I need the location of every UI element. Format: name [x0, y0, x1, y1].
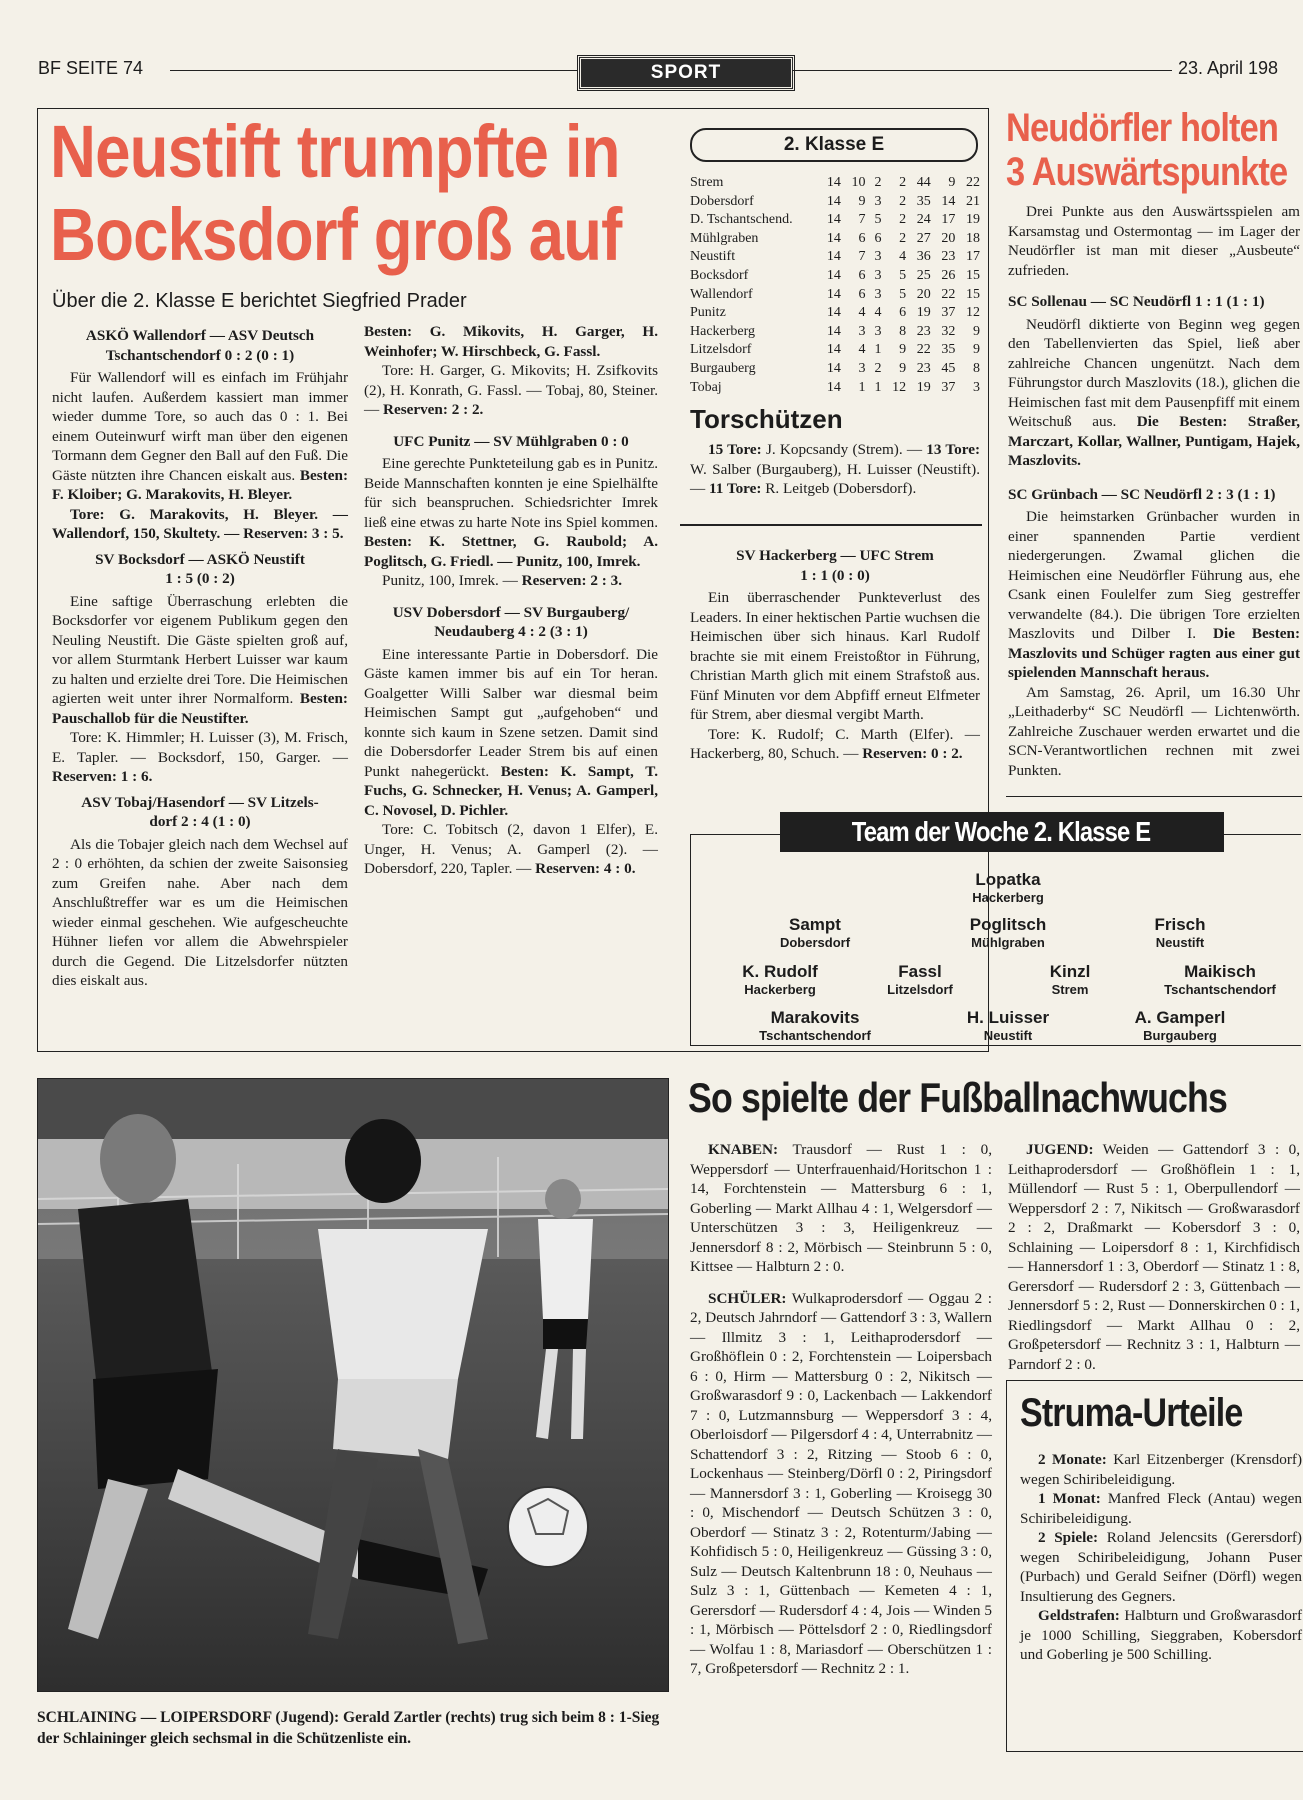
- standings-value: 19: [916, 305, 931, 321]
- team-player-club: Tschantschendorf: [759, 1028, 871, 1043]
- standings-value: 14: [826, 360, 841, 376]
- standings-value: 8: [973, 360, 980, 376]
- scorers-rule: [680, 524, 982, 526]
- photo-caption-text: SCHLAINING — LOIPERSDORF (Jugend): Gerald Zartler (rechts) trug sich beim 8 : 1-Sieg der Schlaininger gleich sechsmal in die Schützenliste ein.: [37, 1709, 660, 1747]
- youth-headline: So spielte der Fußballnachwuchs: [688, 1074, 1228, 1121]
- header-rule-left: [170, 70, 578, 71]
- team-player-name: Frisch: [1154, 915, 1206, 934]
- standings-value: 45: [941, 360, 956, 376]
- youth-column-1: [690, 1140, 992, 1679]
- standings-title-box: [690, 128, 978, 162]
- standings-value: 9: [899, 342, 907, 358]
- byline: Über die 2. Klasse E berichtet Siegfried Prader: [52, 290, 467, 312]
- page-folio: BF SEITE 74: [38, 58, 144, 78]
- scorers-text: [690, 440, 980, 499]
- standings-row: [690, 193, 980, 212]
- struma-list: [1020, 1450, 1302, 1665]
- team-player-name: A. Gamperl: [1134, 1008, 1226, 1027]
- standings-value: 23: [916, 323, 931, 339]
- standings-value: 4: [858, 342, 866, 358]
- game-goals: Tore: K. Rudolf; C. Marth (Elfer). — Hackerberg, 80, Schuch. — Reserven: 0 : 2.: [690, 725, 980, 762]
- standings-value: 25: [916, 267, 931, 283]
- article-column-3: [690, 540, 980, 764]
- neudoerfl-rule: [1006, 796, 1302, 797]
- standings-value: 14: [826, 230, 841, 246]
- game-report: Für Wallendorf will es einfach im Frühjahr nicht laufen. Außerdem kassiert man immer wieder dumme Tore, so auch das 0 : 1. Bei einem Outeinwurf wirft man über den eigenen Tormann dem Gegner den Ball auf den Fuß. Die Gäste nützten ihre Chancen eiskalt aus. Besten: F. Kloiber; G. Marakovits, H. Bleyer.: [52, 369, 349, 503]
- struma-item: 1 Monat: Manfred Fleck (Antau) wegen Schiribeleidigung.: [1020, 1490, 1303, 1527]
- struma-item: 2 Spiele: Roland Jelencsits (Gerersdorf) wegen Schiribeleidigung, Johann Puser (Purbach) und Gerald Seifner (Dörfl) wegen Insultierung des Gegners.: [1020, 1529, 1302, 1605]
- standings-value: 14: [826, 267, 841, 283]
- standings-value: 4: [874, 305, 882, 321]
- team-player-club: Neustift: [1155, 935, 1205, 950]
- standings-value: 14: [826, 175, 841, 190]
- youth-knaben: KNABEN: Trausdorf — Rust 1 : 0, Weppersdorf — Unterfrauenhaid/Horitschon 1 : 14, Forchtenstein — Mattersburg 6 : 1, Goberling — Markt Allhau 4 : 1, Welgersdorf — Unterschützen 3 : 3, Heiligenkreuz — Jennersdorf 8 : 2, Mörbisch — Steinbrunn 5 : 0, Kittsee — Halbturn 2 : 0.: [690, 1141, 992, 1275]
- standings-table: [690, 174, 980, 397]
- team-player-club: Hackerberg: [744, 982, 816, 997]
- article-column-2: [364, 322, 658, 879]
- standings-row: [690, 230, 980, 249]
- team-player-name: Maikisch: [1184, 962, 1256, 981]
- game-title: UFC Punitz — SV Mühlgraben 0 : 0: [393, 432, 629, 450]
- standings-row: [690, 304, 980, 323]
- standings-team: Neustift: [690, 249, 736, 265]
- team-player: [1154, 915, 1205, 951]
- standings-team: Tobaj: [690, 379, 722, 395]
- standings-value: 12: [892, 379, 907, 395]
- game-title: SV Bocksdorf — ASKÖ Neustift 1 : 5 (0 : 2): [95, 550, 305, 587]
- standings-value: 14: [826, 305, 841, 321]
- standings-value: 3: [874, 249, 882, 265]
- standings-value: 27: [916, 230, 931, 246]
- standings-value: 1: [874, 342, 882, 358]
- game-report: Als die Tobajer gleich nach dem Wechsel auf 2 : 0 erhöhten, da schien der zweite Saisonsieg zum Greifen nahe. Aber nach dem Anschlußtreffer war es um die Heimischen wieder einmal geschehen. Wie aufgescheuchte Hühner liefen vor allem die Abwehrspieler durch die Gegend. Die Litzelsdorfer nützten dies eiskalt aus.: [52, 835, 348, 989]
- team-player: [972, 870, 1044, 906]
- standings-value: 32: [941, 323, 956, 339]
- standings-row: [690, 267, 980, 286]
- standings-value: 3: [858, 360, 866, 376]
- standings-value: 5: [899, 286, 907, 302]
- game-title: ASKÖ Wallendorf — ASV Deutsch Tschantschendorf 0 : 2 (0 : 1): [85, 327, 315, 364]
- standings-value: 14: [826, 379, 841, 395]
- team-player: [742, 962, 818, 998]
- standings-value: 14: [826, 323, 841, 339]
- standings-value: 1: [874, 379, 882, 395]
- team-player-club: Neustift: [983, 1028, 1033, 1043]
- team-player: [780, 915, 850, 951]
- standings-value: 23: [941, 249, 956, 265]
- standings-team: D. Tschantschend.: [690, 212, 793, 228]
- youth-jugend: JUGEND: Weiden — Gattendorf 3 : 0, Leithaprodersdorf — Großhöflein 1 : 1, Müllendorf — Rust 5 : 1, Oberpullendorf — Weppersdorf 2 : 7, Nikitsch — Großwarasdorf 2 : 2, Draßmarkt — Kobersdorf 3 : 0, Schlaining — Loipersdorf 8 : 1, Kirchfidisch — Hannersdorf 1 : 3, Oberdorf — Stinatz 1 : 8, Gerersdorf — Rudersdorf 2 : 3, Güttenbach — Jennersdorf 5 : 2, Rust — Donnerskirchen 0 : 1, Riedlingsdorf — Markt Allhau 0 : 2, Großpetersdorf — Rechnitz 3 : 1, Halbturn — Parndorf 2 : 0.: [1008, 1141, 1300, 1373]
- standings-value: 2: [899, 175, 907, 190]
- standings-value: 7: [858, 212, 866, 228]
- standings-value: 6: [858, 286, 866, 302]
- neudoerfl-intro: Drei Punkte aus den Auswärtsspielen am Karsamstag und Ostermontag — im Lager der Neudörfler ist man mit dieser „Ausbeute“ zufrieden.: [1008, 203, 1300, 279]
- standings-value: 9: [899, 360, 907, 376]
- standings-value: 5: [874, 212, 882, 228]
- game-title: USV Dobersdorf — SV Burgauberg/ Neudauberg 4 : 2 (3 : 1): [392, 603, 630, 640]
- scorers-title: Torschützen: [690, 404, 843, 434]
- standings-value: 21: [966, 193, 980, 209]
- game-goals: Tore: K. Himmler; H. Luisser (3), M. Frisch, E. Tapler. — Bocksdorf, 150, Garger. — Reserven: 1 : 6.: [52, 729, 348, 785]
- team-player-name: Kinzl: [1049, 962, 1091, 981]
- team-of-week-title-box: [780, 812, 1224, 852]
- standings-team: Wallendorf: [690, 286, 753, 302]
- standings-team: Hackerberg: [690, 323, 756, 339]
- team-of-week-title: Team der Woche 2. Klasse E: [851, 816, 1151, 847]
- standings-row: [690, 323, 980, 342]
- game-goals: Tore: G. Marakovits, H. Bleyer. — Wallendorf, 150, Skultety. — Reserven: 3 : 5.: [52, 505, 348, 542]
- team-player-name: Marakovits: [770, 1008, 860, 1027]
- standings-value: 12: [966, 305, 980, 321]
- standings-row: [690, 248, 980, 267]
- standings-value: 37: [941, 379, 956, 395]
- standings-value: 14: [826, 212, 841, 228]
- standings-value: 14: [826, 342, 841, 358]
- team-player-club: Mühlgraben: [971, 935, 1045, 950]
- standings-value: 4: [858, 305, 866, 321]
- standings-value: 17: [941, 212, 956, 228]
- team-player-club: Hackerberg: [972, 890, 1044, 905]
- standings-value: 22: [916, 342, 931, 358]
- youth-schueler: SCHÜLER: Wulkaprodersdorf — Oggau 2 : 2, Deutsch Jahrndorf — Gattendorf 3 : 3, Wallern — Illmitz 3 : 1, Leithaprodersdorf — Großhöflein 0 : 2, Forchtenstein — Loipersbach 6 : 0, Hirm — Mattersburg 0 : 2, Nikitsch — Großwarasdorf 9 : 0, Lackenbach — Lakkendorf 7 : 0, Lutzmannsburg — Weppersdorf 3 : 4, Oberloisdorf — Pilgersdorf 4 : 4, Unterrabnitz — Schattendorf 3 : 2, Ritzing — Stoob 6 : 0, Lockenhaus — Steinberg/Dörfl 0 : 2, Piringsdorf — Mannersdorf 3 : 1, Goberling — Kroisegg 30 : 0, Mischendorf — Deutsch Schützen 3 : 0, Oberdorf — Stinatz 3 : 2, Rotenturm/Jabing — Kohfidisch 5 : 0, Heiligenkreuz — Güssing 3 : 0, Sulz — Deutsch Kaltenbrunn 18 : 0, Neuhaus — Sulz 3 : 1, Güttenbach — Kemeten 4 : 1, Gerersdorf — Rudersdorf 4 : 4, Jois — Winden 5 : 1, Mörbisch — Pöttelsdorf 2 : 0, Riedlingsdorf — Wolfau 1 : 8, Mariasdorf — Oberschützen 1 : 7, Großpetersdorf — Rechnitz 2 : 1.: [690, 1289, 992, 1677]
- standings-value: 23: [916, 360, 931, 376]
- standings-value: 24: [916, 212, 931, 228]
- game-report: Die heimstarken Grünbacher wurden in einer spannenden Partie verdient niedergerungen. Zwamal glichen die Heimischen eine Neudörfler Führung aus, ehe Csank einen Foulelfer zum Sieg gestreffer verwandelte (84.). Die übrigen Tore erzielten Maszlovits und Dilber I. Die Besten: Maszlovits und Schüger ragten aus einer gut spielenden Mannschaft heraus.: [1008, 508, 1301, 681]
- neudoerfl-headline-line2: 3 Auswärtspunkte: [1006, 150, 1288, 194]
- standings-row: [690, 286, 980, 305]
- standings-value: 2: [899, 193, 907, 209]
- standings-value: 14: [826, 286, 841, 302]
- team-player-name: K. Rudolf: [742, 962, 818, 981]
- team-player: [1164, 962, 1276, 998]
- standings-value: 6: [874, 230, 882, 246]
- standings-value: 15: [966, 267, 980, 283]
- standings-value: 35: [941, 342, 956, 358]
- standings-value: 18: [966, 230, 980, 246]
- scorers-list: 15 Tore: J. Kopcsandy (Strem). — 13 Tore: W. Salber (Burgauberg), H. Luisser (Neustift). — 11 Tore: R. Leitgeb (Dobersdorf).: [690, 441, 981, 497]
- standings-value: 9: [948, 175, 956, 190]
- standings-value: 6: [858, 267, 866, 283]
- match-photo-image: [38, 1079, 668, 1691]
- standings-value: 19: [966, 212, 980, 228]
- standings-team: Bocksdorf: [690, 267, 749, 283]
- team-player: [967, 1008, 1049, 1044]
- team-player-club: Litzelsdorf: [887, 982, 953, 997]
- game-report: Ein überraschender Punkteverlust des Leaders. In einer hektischen Partie wuchsen die Heimischen über sich hinaus. Karl Rudolf brachte sie mit einem Freistoßtor in Führung, Christian Marth glich mit einem Strafstoß aus. Fünf Minuten vor dem Abpfiff erneut Elfmeter für Strem, aber diesmal vergibt Marth.: [690, 589, 980, 723]
- standings-team: Burgauberg: [690, 360, 756, 376]
- standings-row: [690, 360, 980, 379]
- standings-value: 3: [874, 286, 882, 302]
- standings-value: 8: [899, 323, 907, 339]
- neudoerfl-column: [1008, 202, 1300, 780]
- standings-row: [690, 379, 980, 398]
- struma-item: Geldstrafen: Halbturn und Großwarasdorf je 1000 Schilling, Sieggraben, Kobersdorf und Goberling je 500 Schilling.: [1020, 1607, 1303, 1663]
- team-player: [1135, 1008, 1226, 1044]
- team-player-name: Lopatka: [975, 870, 1041, 889]
- standings-value: 36: [916, 249, 931, 265]
- standings-value: 3: [874, 267, 882, 283]
- team-player: [1050, 962, 1091, 998]
- team-player-club: Burgauberg: [1143, 1028, 1217, 1043]
- standings-value: 22: [941, 286, 956, 302]
- standings-value: 2: [899, 212, 907, 228]
- standings-value: 9: [973, 342, 980, 358]
- standings-value: 19: [916, 379, 931, 395]
- header-rule-right: [792, 70, 1172, 71]
- game-report: Eine gerechte Punkteteilung gab es in Punitz. Beide Mannschaften konnten je eine Spielhälfte für sich beanspruchen. Schiedsrichter Imrek ließ eine etwas zu harte Note ins Spiel kommen. Besten: K. Stettner, G. Raubold; A. Poglitsch, G. Friedl. — Punitz, 100, Imrek.: [364, 455, 658, 570]
- team-player-club: Dobersdorf: [779, 935, 851, 950]
- game-title: SC Grünbach — SC Neudörfl 2 : 3 (1 : 1): [1008, 485, 1276, 503]
- standings-team: Punitz: [690, 305, 726, 321]
- standings-value: 20: [916, 286, 931, 302]
- standings-value: 2: [899, 230, 907, 246]
- standings-team: Strem: [690, 175, 724, 190]
- standings-value: 2: [874, 175, 882, 190]
- standings-value: 6: [858, 230, 866, 246]
- main-headline-line2: Bocksdorf groß auf: [50, 193, 622, 276]
- standings-value: 14: [826, 249, 841, 265]
- standings-value: 2: [874, 360, 882, 376]
- game-goals: Tore: C. Tobitsch (2, davon 1 Elfer), E. Unger, H. Venus; A. Gamperl (2). — Dobersdorf, 220, Tapler. — Reserven: 4 : 0.: [364, 821, 658, 877]
- standings-title: 2. Klasse E: [783, 134, 885, 155]
- main-headline-line1: Neustift trumpfte in: [50, 110, 620, 193]
- standings-row: [690, 211, 980, 230]
- standings-value: 14: [941, 193, 956, 209]
- game-report: Neudörfl diktierte von Beginn weg gegen den Tabellenvierten das Spiel, ließ aber zahlreiche Chancen ungenützt. Nach dem Führungstor durch Maszlovits (18.), glichen die Heimischen fast mit dem Pausenpfiff mit einem Weitschuß aus. Die Besten: Straßer, Marczart, Kollar, Wallner, Puntigam, Hajek, Maszlovits.: [1008, 315, 1300, 469]
- standings-value: 3: [973, 379, 980, 395]
- standings-value: 10: [851, 175, 866, 190]
- section-label: SPORT: [650, 62, 722, 83]
- article-column-1: [52, 322, 348, 991]
- standings-value: 26: [941, 267, 956, 283]
- struma-item: 2 Monate: Karl Eitzenberger (Krensdorf) wegen Schiribeleidigung.: [1020, 1451, 1303, 1488]
- match-photo: [37, 1078, 669, 1692]
- standings-team: Dobersdorf: [690, 193, 754, 209]
- game-goals: Tore: H. Garger, G. Mikovits; H. Zsifkovits (2), H. Konrath, G. Fassl. — Tobaj, 80, Steiner. — Reserven: 2 : 2.: [364, 362, 658, 418]
- page-date: 23. April 198: [1178, 58, 1279, 78]
- game-report: Eine saftige Überraschung erlebten die Bocksdorfer vor eigenem Publikum gegen den Neuling Neustift. Die Gäste spielten groß auf, vor allem Sturmtank Herbert Luisser war kaum zu halten und erzielte drei Tore. Die Heimischen agierten weit unter ihrer Normalform. Besten: Pauschallob für die Neustifter.: [52, 592, 348, 727]
- section-label-box: [578, 56, 794, 90]
- standings-value: 3: [858, 323, 866, 339]
- standings-value: 17: [966, 249, 980, 265]
- struma-headline: Struma-Urteile: [1020, 1391, 1243, 1435]
- game-report-cont: Besten: G. Mikovits, H. Garger, H. Weinhofer; W. Hirschbeck, G. Fassl.: [364, 323, 658, 360]
- standings-team: Litzelsdorf: [690, 342, 752, 358]
- standings-value: 35: [916, 193, 931, 209]
- team-player-club: Strem: [1051, 982, 1089, 997]
- standings-value: 6: [899, 305, 907, 321]
- standings-team: Mühlgraben: [690, 230, 759, 246]
- team-player-name: Sampt: [789, 915, 841, 934]
- standings-value: 1: [858, 379, 866, 395]
- team-player-name: Fassl: [898, 962, 942, 981]
- standings-value: 22: [966, 175, 980, 190]
- standings-value: 7: [858, 249, 866, 265]
- neudoerfl-outro: Am Samstag, 26. April, um 16.30 Uhr „Leithaderby“ SC Neudörfl — Lichtenwörth. Zahlreiche Zuschauer werden erwartet und die SCN-Verantwortlichen rechnen mit zwei Punkten.: [1008, 683, 1300, 779]
- standings-value: 4: [899, 249, 907, 265]
- game-title: SC Sollenau — SC Neudörfl 1 : 1 (1 : 1): [1008, 293, 1265, 310]
- standings-value: 37: [941, 305, 956, 321]
- team-player-name: Poglitsch: [969, 915, 1047, 934]
- team-player-name: H. Luisser: [966, 1008, 1050, 1027]
- standings-row: [690, 174, 980, 193]
- game-title: ASV Tobaj/Hasendorf — SV Litzels- dorf 2 : 4 (1 : 0): [81, 793, 319, 830]
- game-goals: Punitz, 100, Imrek. — Reserven: 2 : 3.: [382, 572, 622, 589]
- standings-value: 44: [916, 175, 931, 190]
- neudoerfl-headline-line1: Neudörfler holten: [1006, 106, 1279, 150]
- game-title: SV Hackerberg — UFC Strem 1 : 1 (0 : 0): [736, 547, 934, 584]
- standings-value: 3: [874, 193, 882, 209]
- standings-value: 15: [966, 286, 980, 302]
- team-player-club: Tschantschendorf: [1164, 982, 1276, 997]
- standings-value: 9: [858, 193, 866, 209]
- standings-value: 3: [874, 323, 882, 339]
- photo-caption: [37, 1707, 669, 1749]
- team-player: [759, 1008, 871, 1044]
- standings-value: 14: [826, 193, 841, 209]
- team-player: [887, 962, 953, 998]
- standings-value: 20: [941, 230, 956, 246]
- standings-row: [690, 341, 980, 360]
- standings-value: 5: [899, 267, 907, 283]
- youth-column-2: [1008, 1140, 1300, 1374]
- game-report: Eine interessante Partie in Dobersdorf. Die Gäste kamen immer bis auf ein Tor heran. Goalgetter Willi Salber war diesmal beim Heimischen Sampt gut „aufgehoben“ und konnte sich kaum in Szene setzen. Damit sind die Dobersdorfer Leader Strem bis auf einen Punkt nahegerückt. Besten: K. Sampt, T. Fuchs, G. Schnecker, H. Venus; A. Gamperl, C. Novosel, D. Pichler.: [364, 645, 658, 819]
- standings-value: 9: [973, 323, 980, 339]
- team-player: [970, 915, 1047, 951]
